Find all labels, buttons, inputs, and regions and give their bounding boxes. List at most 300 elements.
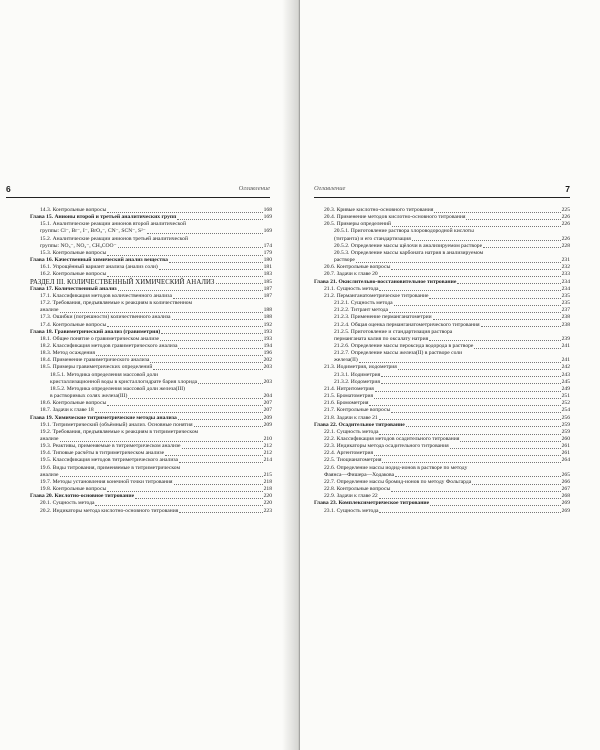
toc-page-number: 218: [263, 486, 272, 493]
toc-entry-title: анализе: [40, 307, 59, 314]
toc-page-number: 261: [561, 443, 570, 450]
toc-entry-title: (титранта) и его стандартизация: [334, 235, 411, 242]
toc-item-row: [314, 415, 570, 422]
toc-item-row: [30, 436, 272, 443]
toc-leader-dots: [481, 326, 561, 327]
toc-page-number: 264: [561, 457, 570, 464]
toc-item-row: [30, 479, 272, 486]
toc-leader-dots: [172, 319, 263, 320]
toc-entry-title: кристаллизационной воды в кристаллогидрате бария хлорида: [50, 378, 198, 385]
toc-page-number: 235: [561, 300, 570, 307]
toc-page-number: 233: [561, 271, 570, 278]
toc-page-number: 188: [263, 307, 272, 314]
toc-page-number: 269: [561, 507, 570, 514]
toc-entry-title: 22.8. Контрольные вопросы: [324, 486, 391, 493]
toc-item-row: [314, 322, 570, 329]
toc-entry-title: Глава 22. Осадительное титрование: [314, 421, 405, 428]
toc-item-row: [314, 357, 570, 364]
toc-leader-dots: [179, 512, 262, 513]
toc-leader-dots: [460, 441, 560, 442]
toc-leader-dots: [429, 298, 560, 299]
toc-page-number: 232: [561, 264, 570, 271]
toc-entry-title: 19.2. Требования, предъявляемые к реакциям в титриметрическом: [40, 428, 199, 435]
toc-leader-dots: [381, 383, 561, 384]
toc-entry-title: 18.7. Задачи к главе 18: [40, 407, 94, 414]
toc-item-row: [30, 293, 272, 300]
toc-item-row: [314, 472, 570, 479]
toc-page-number: 266: [561, 478, 570, 485]
toc-page-number: 218: [263, 478, 272, 485]
toc-item-row: [30, 243, 272, 250]
toc-page-number: 261: [561, 450, 570, 457]
toc-item-row: [314, 243, 570, 250]
toc-item-row: [30, 400, 272, 407]
toc-page-number: 228: [561, 242, 570, 249]
toc-entry-title: перманганата калия по оксалату натрия: [334, 335, 429, 342]
toc-page-number: 269: [561, 500, 570, 507]
toc-leader-dots: [429, 340, 560, 341]
toc-page-number: 259: [561, 421, 570, 428]
toc-item-row: [314, 465, 570, 472]
toc-entry-title: 19.1. Титриметрический (объёмный) анализ. Основные понятия: [40, 421, 193, 428]
toc-page-number: 169: [263, 214, 272, 221]
toc-leader-dots: [379, 434, 560, 435]
toc-entry-title: растворе: [334, 257, 355, 264]
toc-page-number: 203: [263, 364, 272, 371]
toc-entry-title: 15.3. Контрольные вопросы: [40, 249, 107, 256]
toc-leader-dots: [96, 355, 263, 356]
toc-page-number: 226: [561, 221, 570, 228]
toc-entry-title: 18.5.1. Методика определения массовой доли: [50, 371, 158, 378]
toc-item-row: [314, 393, 570, 400]
toc-leader-dots: [394, 305, 561, 306]
left-page-header: [6, 185, 270, 198]
toc-entry-title: 21.2.3. Применение перманганатометрии: [334, 314, 432, 321]
toc-page-number: 181: [263, 264, 272, 271]
toc-entry-title: 17.4. Контрольные вопросы: [40, 321, 107, 328]
toc-entry-title: Глава 17. Количественный анализ: [30, 285, 117, 292]
toc-entry-title: 19.8. Контрольные вопросы: [40, 486, 107, 493]
right-page-number: 7: [565, 184, 570, 194]
toc-item-row: [30, 386, 272, 393]
toc-item-row: [314, 250, 570, 257]
toc-leader-dots: [182, 448, 263, 449]
left-header-title: Оглавление: [238, 185, 270, 192]
toc-leader-dots: [165, 455, 263, 456]
toc-item-row: [30, 500, 272, 507]
toc-entry-title: 21.2.2. Титрант метода: [334, 307, 389, 314]
toc-leader-dots: [379, 498, 561, 499]
toc-item-row: [30, 486, 272, 493]
toc-entry-title: 21.6. Бромометрия: [324, 400, 369, 407]
toc-page-number: 234: [561, 278, 570, 285]
toc-entry-title: 16.1. Упрощённый вариант анализа (анализ соли): [40, 264, 158, 271]
toc-leader-dots: [391, 412, 560, 413]
toc-page-number: 238: [561, 321, 570, 328]
toc-leader-dots: [406, 426, 561, 427]
toc-chapter-row: [30, 286, 272, 293]
toc-item-row: [314, 228, 570, 235]
toc-page-number: 259: [561, 428, 570, 435]
toc-leader-dots: [179, 462, 263, 463]
toc-leader-dots: [60, 476, 263, 477]
toc-leader-dots: [392, 226, 561, 227]
toc-entry-title: 18.1. Общее понятие о гравиметрическом анализе: [40, 335, 160, 342]
toc-leader-dots: [450, 448, 561, 449]
toc-item-row: [30, 336, 272, 343]
toc-page-number: 242: [561, 364, 570, 371]
toc-item-row: [314, 443, 570, 450]
toc-entry-title: 23.1. Сущность метода: [324, 507, 379, 514]
toc-page-number: 196: [263, 350, 272, 357]
toc-entry-title: Фаянса—Фишера—Ходакова: [324, 471, 395, 478]
toc-entry-title: 21.3.1. Иодиметрия: [334, 371, 381, 378]
toc-page-number: 231: [561, 257, 570, 264]
toc-entry-title: 16.2. Контрольные вопросы: [40, 271, 107, 278]
toc-entry-title: 19.4. Типовые расчёты в титриметрическом анализе: [40, 450, 165, 457]
toc-entry-title: 18.6. Контрольные вопросы: [40, 400, 107, 407]
toc-item-row: [30, 472, 272, 479]
left-page-number: 6: [6, 184, 11, 194]
toc-leader-dots: [379, 512, 560, 513]
toc-leader-dots: [379, 419, 561, 420]
toc-chapter-row: [30, 415, 272, 422]
toc-entry-title: 21.4. Нитритометрия: [324, 385, 374, 392]
toc-item-row: [314, 336, 570, 343]
toc-item-row: [314, 450, 570, 457]
toc-page-number: 234: [561, 285, 570, 292]
toc-entry-title: 22.5. Тиоцианатометрия: [324, 457, 382, 464]
toc-leader-dots: [374, 455, 561, 456]
toc-chapter-row: [30, 329, 272, 336]
toc-item-row: [314, 508, 570, 515]
toc-chapter-row: [30, 493, 272, 500]
toc-leader-dots: [359, 362, 561, 363]
toc-leader-dots: [434, 212, 560, 213]
toc-leader-dots: [391, 491, 560, 492]
toc-leader-dots: [128, 398, 262, 399]
toc-entry-title: 19.3. Реактивы, применяемые в титриметрическом анализе: [40, 443, 181, 450]
toc-leader-dots: [118, 290, 263, 291]
toc-item-row: [30, 407, 272, 414]
toc-page-number: 179: [263, 249, 272, 256]
toc-leader-dots: [374, 398, 561, 399]
toc-leader-dots: [178, 419, 263, 420]
toc-page-number: 252: [561, 400, 570, 407]
toc-item-row: [30, 457, 272, 464]
toc-entry-title: 19.6. Виды титрования, применяемые в титриметрическом: [40, 464, 180, 471]
toc-entry-title: Глава 23. Комплексиметрическое титрование: [314, 500, 430, 507]
toc-page-number: 180: [263, 257, 272, 264]
toc-item-row: [30, 322, 272, 329]
toc-page-number: 249: [561, 385, 570, 392]
toc-page-number: 207: [263, 407, 272, 414]
toc-entry-title: 22.2. Классификация методов осадительного титрования: [324, 436, 460, 442]
toc-section-row: [30, 279, 272, 286]
toc-entry-title: 15.2. Аналитические реакции анионов третьей аналитической: [40, 235, 188, 242]
toc-page-number: 202: [263, 357, 272, 364]
toc-leader-dots: [174, 484, 263, 485]
toc-leader-dots: [60, 312, 263, 313]
right-page-header: [314, 185, 570, 198]
toc-entry-title: анализе: [40, 436, 59, 442]
toc-entry-title: 22.7. Определение массы бромид-ионов по методу Фольгарда: [324, 478, 472, 485]
toc-page-number: 239: [561, 335, 570, 342]
toc-page-number: 183: [263, 271, 272, 278]
toc-item-row: [30, 314, 272, 321]
toc-leader-dots: [381, 376, 560, 377]
toc-page-number: 187: [263, 285, 272, 292]
toc-entry-title: 20.4. Применение методов кислотно-основного титрования: [324, 214, 466, 221]
toc-page-number: 265: [561, 471, 570, 478]
toc-entry-title: Глава 19. Химические титриметрические методы анализа: [30, 414, 177, 421]
toc-item-row: [314, 236, 570, 243]
toc-page-number: 256: [561, 414, 570, 421]
toc-item-row: [30, 372, 272, 379]
toc-entry-title: группы: Cl⁻, Br⁻, I⁻, BrO₃⁻, CN⁻, SCN⁻, S²⁻: [40, 228, 146, 235]
toc-leader-dots: [369, 405, 560, 406]
toc-leader-dots: [379, 276, 561, 277]
toc-page-number: 238: [561, 314, 570, 321]
toc-entry-title: 20.7. Задачи к главе 20: [324, 271, 378, 278]
toc-leader-dots: [153, 369, 262, 370]
toc-entry-title: 22.4. Аргентометрия: [324, 450, 374, 457]
toc-leader-dots: [398, 369, 561, 370]
toc-page-number: 260: [561, 436, 570, 442]
toc-entry-title: железа(II): [334, 357, 358, 364]
toc-page-number: 209: [263, 421, 272, 428]
toc-entry-title: 17.2. Требования, предъявляемые к реакциям в количественном: [40, 300, 193, 307]
toc-entry-title: 20.5. Примеры определений: [324, 221, 391, 228]
toc-page-number: 210: [263, 436, 272, 442]
toc-entry-title: Глава 15. Анионы второй и третьей аналитических групп: [30, 214, 177, 221]
toc-item-row: [314, 407, 570, 414]
toc-page-number: 185: [263, 278, 272, 285]
toc-page-number: 241: [561, 357, 570, 364]
toc-leader-dots: [95, 505, 262, 506]
toc-entry-title: Глава 21. Окислительно-восстановительное титрование: [314, 278, 457, 285]
toc-entry-title: 21.7. Контрольные вопросы: [324, 407, 391, 414]
toc-leader-dots: [147, 233, 263, 234]
toc-page-number: 237: [561, 307, 570, 314]
toc-item-row: [314, 436, 570, 443]
toc-entry-title: 22.9. Задачи к главе 22: [324, 493, 378, 500]
toc-leader-dots: [216, 283, 263, 284]
toc-entry-title: 22.6. Определение массы иодид-ионов в растворе по методу: [324, 464, 468, 471]
toc-page-number: 204: [263, 393, 272, 400]
toc-item-row: [30, 300, 272, 307]
toc-leader-dots: [379, 290, 560, 291]
toc-item-row: [30, 429, 272, 436]
toc-item-row: [30, 364, 272, 371]
toc-item-row: [30, 443, 272, 450]
toc-page-number: 212: [263, 450, 272, 457]
toc-leader-dots: [107, 491, 262, 492]
toc-page-number: 215: [263, 471, 272, 478]
toc-leader-dots: [395, 476, 561, 477]
toc-page-number: 268: [561, 493, 570, 500]
toc-page-number: 254: [561, 407, 570, 414]
toc-leader-dots: [412, 240, 561, 241]
toc-page-number: 220: [263, 493, 272, 500]
toc-entry-title: 20.2. Индикаторы метода кислотно-основного титрования: [40, 507, 179, 514]
toc-entry-title: Глава 18. Гравиметрический анализ (гравиметрия): [30, 328, 161, 335]
toc-entry-title: 15.1. Аналитические реакции анионов второй аналитической: [40, 221, 186, 228]
toc-entry-title: 21.3.2. Иодометрия: [334, 378, 380, 385]
toc-item-row: [314, 207, 570, 214]
toc-page-number: 207: [263, 400, 272, 407]
toc-entry-title: 21.2. Перманганатометрическое титрование: [324, 292, 429, 299]
toc-leader-dots: [483, 247, 561, 248]
toc-entry-title: 14.3. Контрольные вопросы: [40, 207, 107, 213]
toc-entry-title: 18.4. Применение гравиметрического анализа: [40, 357, 150, 364]
toc-leader-dots: [466, 219, 560, 220]
toc-item-row: [314, 493, 570, 500]
right-page: [300, 0, 600, 750]
toc-entry-title: 21.2.5. Приготовление и стандартизация раствора: [334, 328, 453, 335]
toc-item-row: [314, 429, 570, 436]
toc-leader-dots: [173, 298, 263, 299]
toc-leader-dots: [389, 312, 561, 313]
toc-chapter-row: [314, 422, 570, 429]
toc-chapter-row: [314, 500, 570, 507]
toc-item-row: [30, 271, 272, 278]
right-header-title: Оглавление: [314, 185, 346, 192]
toc-entry-title: 21.3. Иодиметрия, иодометрия: [324, 364, 397, 371]
toc-leader-dots: [95, 412, 263, 413]
toc-item-row: [314, 286, 570, 293]
toc-item-row: [314, 457, 570, 464]
toc-item-row: [30, 379, 272, 386]
toc-entry-title: РАЗДЕЛ III. КОЛИЧЕСТВЕННЫЙ ХИМИЧЕСКИЙ АНАЛИЗ: [30, 278, 215, 286]
toc-item-row: [314, 264, 570, 271]
toc-page-number: 223: [263, 507, 272, 514]
toc-item-row: [30, 465, 272, 472]
toc-item-row: [30, 350, 272, 357]
toc-page-number: 225: [561, 207, 570, 213]
toc-entry-title: 17.3. Ошибки (погрешности) количественного анализа: [40, 314, 171, 321]
toc-item-row: [314, 271, 570, 278]
toc-item-row: [30, 422, 272, 429]
toc-entry-title: 21.1. Сущность метода: [324, 285, 379, 292]
toc-entry-title: 22.1. Сущность метода: [324, 428, 379, 435]
toc-entry-title: 20.3. Кривые кислотно-основного титрования: [324, 207, 434, 213]
toc-item-row: [314, 379, 570, 386]
toc-leader-dots: [198, 383, 262, 384]
toc-entry-title: 20.5.1. Приготовление раствора хлороводородной кислоты: [334, 228, 474, 235]
toc-page-number: 168: [263, 207, 272, 213]
toc-entry-title: Глава 16. Качественный химический анализ вещества: [30, 257, 168, 264]
toc-page-number: 220: [263, 500, 272, 507]
toc-leader-dots: [60, 441, 263, 442]
toc-leader-dots: [382, 462, 560, 463]
toc-entry-title: группы: NO₃⁻, NO₂⁻, CH₃COO⁻: [40, 242, 117, 249]
toc-entry-title: 18.5.2. Методика определения массовой доли железа(III): [50, 385, 185, 392]
toc-entry-title: 19.5. Классификация методов титриметрического анализа: [40, 457, 179, 464]
toc-page-number: 187: [263, 292, 272, 299]
toc-entry-title: 22.3. Индикаторы метода осадительного титрования: [324, 443, 449, 450]
toc-page-number: 209: [263, 414, 272, 421]
toc-leader-dots: [178, 348, 262, 349]
toc-leader-dots: [160, 340, 263, 341]
toc-leader-dots: [457, 283, 560, 284]
left-toc: [30, 207, 272, 515]
toc-item-row: [314, 400, 570, 407]
toc-entry-title: 20.5.2. Определение массы щёлочи в анализируемом растворе: [334, 242, 483, 249]
toc-item-row: [30, 236, 272, 243]
toc-entry-title: 18.3. Метод осаждения: [40, 350, 95, 357]
toc-item-row: [314, 372, 570, 379]
toc-entry-title: 19.7. Методы установления конечной точки титрования: [40, 478, 173, 485]
toc-item-row: [314, 307, 570, 314]
toc-item-row: [314, 386, 570, 393]
toc-leader-dots: [107, 212, 262, 213]
toc-leader-dots: [150, 362, 262, 363]
toc-entry-title: 20.5.3. Определение массы карбоната натрия в анализируемом: [334, 249, 484, 256]
toc-entry-title: 21.2.7. Определение массы железа(II) в растворе соли: [334, 350, 463, 357]
toc-page-number: 226: [561, 235, 570, 242]
toc-entry-title: в растворимых солях железа(III): [50, 393, 128, 400]
toc-item-row: [314, 479, 570, 486]
toc-item-row: [30, 264, 272, 271]
toc-entry-title: Глава 20. Кислотно-основное титрование: [30, 493, 135, 500]
toc-page-number: 235: [561, 292, 570, 299]
toc-item-row: [314, 364, 570, 371]
toc-page-number: 193: [263, 335, 272, 342]
toc-entry-title: 21.2.4. Общая оценка перманганатометрического титрования: [334, 321, 480, 328]
toc-page-number: 245: [561, 378, 570, 385]
toc-chapter-row: [314, 279, 570, 286]
toc-entry-title: 17.1. Классификация методов количественного анализа: [40, 292, 172, 299]
toc-leader-dots: [169, 262, 263, 263]
toc-item-row: [30, 508, 272, 515]
toc-item-row: [30, 393, 272, 400]
toc-leader-dots: [472, 484, 560, 485]
toc-item-row: [30, 343, 272, 350]
toc-leader-dots: [107, 255, 262, 256]
toc-leader-dots: [375, 391, 561, 392]
toc-entry-title: 21.8. Задачи к главе 21: [324, 414, 378, 421]
toc-leader-dots: [135, 498, 263, 499]
toc-page-number: 214: [263, 457, 272, 464]
toc-leader-dots: [356, 262, 561, 263]
toc-page-number: 169: [263, 228, 272, 235]
toc-page-number: 188: [263, 314, 272, 321]
right-toc: [314, 207, 570, 515]
toc-leader-dots: [159, 269, 263, 270]
toc-item-row: [314, 486, 570, 493]
toc-entry-title: 18.5. Примеры гравиметрических определений: [40, 364, 153, 371]
toc-leader-dots: [430, 505, 560, 506]
left-page: [0, 0, 296, 750]
toc-leader-dots: [107, 405, 262, 406]
toc-page-number: 212: [263, 443, 272, 450]
toc-item-row: [314, 314, 570, 321]
toc-leader-dots: [194, 426, 263, 427]
toc-leader-dots: [391, 269, 560, 270]
toc-entry-title: 21.2.1. Сущность метода: [334, 300, 393, 307]
toc-page-number: 174: [263, 242, 272, 249]
toc-page-number: 251: [561, 393, 570, 400]
toc-leader-dots: [433, 319, 561, 320]
toc-item-row: [314, 300, 570, 307]
toc-item-row: [30, 228, 272, 235]
toc-page-number: 243: [561, 371, 570, 378]
toc-page-number: 193: [263, 328, 272, 335]
toc-item-row: [314, 329, 570, 336]
toc-leader-dots: [118, 247, 263, 248]
toc-entry-title: 18.2. Классификация методов гравиметрического анализа: [40, 342, 178, 349]
